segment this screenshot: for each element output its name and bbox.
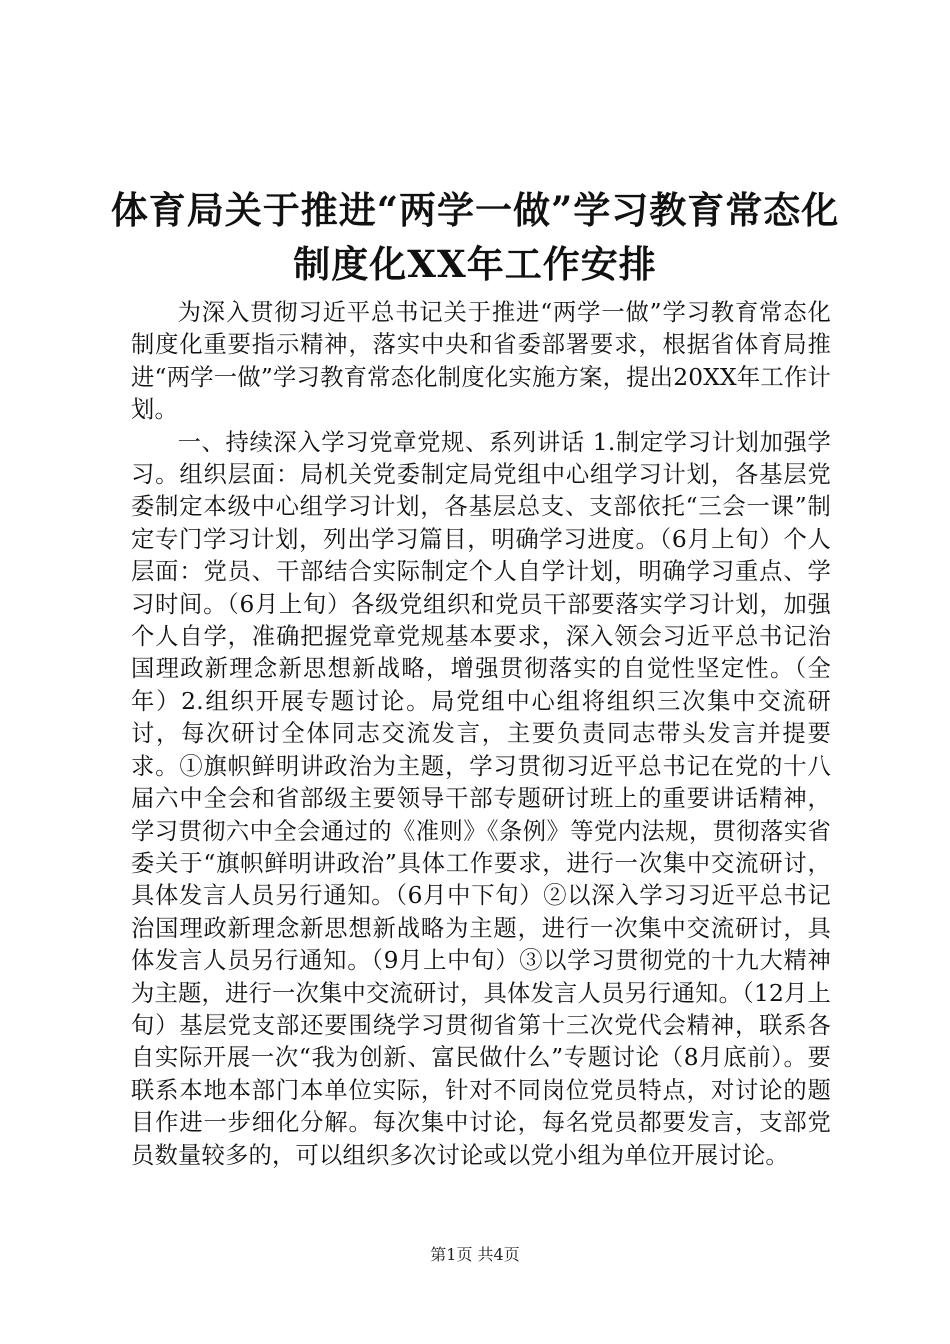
document-title-line-1: 体育局关于推进“两学一做”学习教育常态化 [110,188,840,232]
document-body [131,297,831,1172]
section-one-paragraph: 一、持续深入学习党章党规、系列讲话 1.制定学习计划加强学习。组织层面：局机关党委制定局党组中心组学习计划，各基层党委制定本级中心组学习计划，各基层总支、支部依托“三会一课”制定专门学习计划，列出学习篇目，明确学习进度。（6月上旬）个人层面：党员、干部结合实际制定个人自学计划，明确学习重点、学习时间。（6月上旬）各级党组织和党员干部要落实学习计划，加强个人自学，准确把握党章党规基本要求，深入领会习近平总书记治国理政新理念新思想新战略，增强贯彻落实的自觉性坚定性。（全年）2.组织开展专题讨论。局党组中心组将组织三次集中交流研讨，每次研讨全体同志交流发言，主要负责同志带头发言并提要求。①旗帜鲜明讲政治为主题，学习贯彻习近平总书记在党的十八届六中全会和省部级主要领导干部专题研讨班上的重要讲话精神，学习贯彻六中全会通过的《准则》《条例》等党内法规，贯彻落实省委关于“旗帜鲜明讲政治”具体工作要求，进行一次集中交流研讨，具体发言人员另行通知。（6月中下旬）②以深入学习习近平总书记治国理政新理念新思想新战略为主题，进行一次集中交流研讨，具体发言人员另行通知。（9月上中旬）③以学习贯彻党的十九大精神为主题，进行一次集中交流研讨，具体发言人员另行通知。（12月上旬）基层党支部还要围绕学习贯彻省第十三次党代会精神，联系各自实际开展一次“我为创新、富民做什么”专题讨论（8月底前）。要联系本地本部门本单位实际，针对不同岗位党员特点，对讨论的题目作进一步细化分解。每次集中讨论，每名党员都要发言，支部党员数量较多的，可以组织多次讨论或以党小组为单位开展讨论。 [131,428,831,1169]
intro-paragraph: 为深入贯彻习近平总书记关于推进“两学一做”学习教育常态化制度化重要指示精神，落实中央和省委部署要求，根据省体育局推进“两学一做”学习教育常态化制度化实施方案，提出20XX年工作计划。 [131,299,831,424]
page-footer: 第1页 共4页 [430,1245,520,1264]
document-title-line-2: 制度化XX年工作安排 [293,242,657,286]
